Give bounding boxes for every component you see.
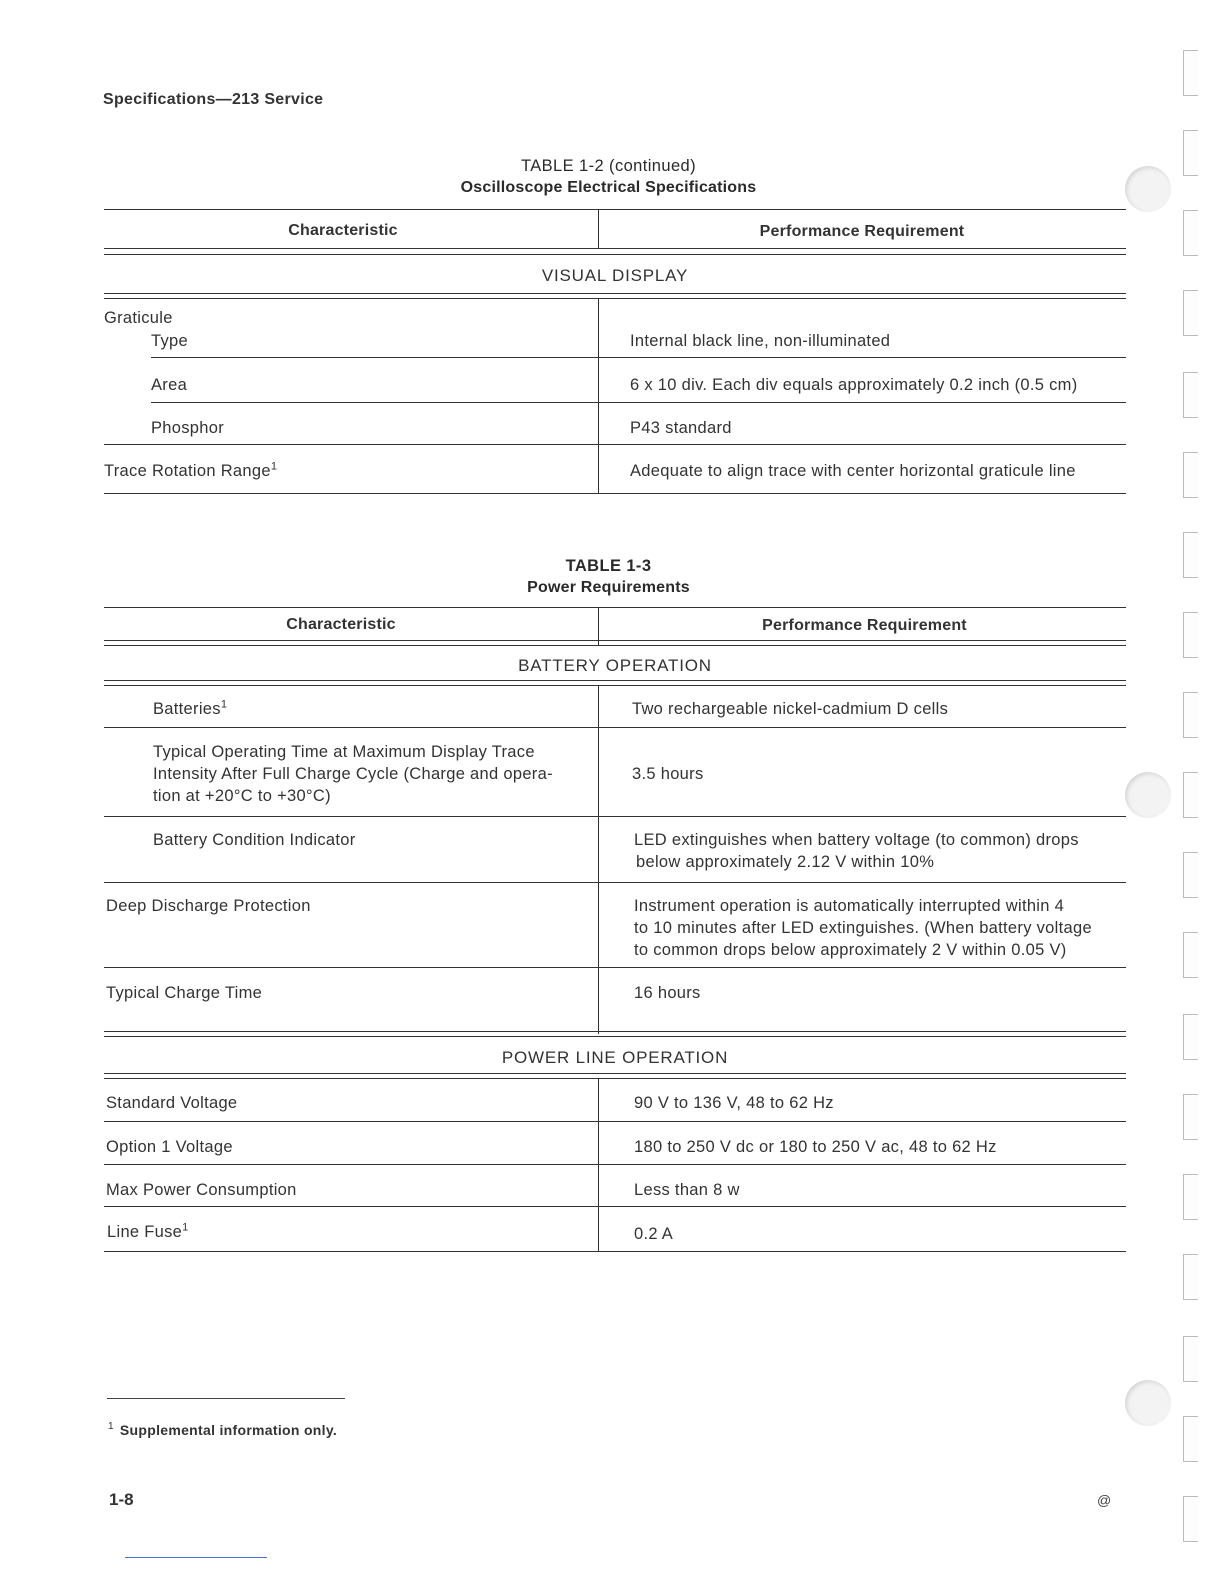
row-battery-indicator-label: Battery Condition Indicator: [153, 831, 356, 849]
table-rule: [104, 607, 1126, 608]
row-type-value: Internal black line, non-illuminated: [630, 332, 891, 350]
table-rule: [104, 967, 1126, 968]
table-rule: [104, 293, 1126, 294]
column-divider: [598, 1078, 599, 1252]
table-rule: [104, 727, 1126, 728]
table-rule: [104, 444, 1126, 445]
table-rule: [104, 254, 1126, 255]
row-trace-rotation-label: Trace Rotation Range$^1$: [104, 460, 278, 480]
table-rule: [104, 816, 1126, 817]
footnote-rule: [107, 1398, 345, 1399]
binder-tab: [1183, 130, 1198, 176]
row-charge-time-label: Typical Charge Time: [106, 984, 263, 1002]
footnote: $^1$ Supplemental information only.: [108, 1421, 338, 1438]
row-type-label: Type: [151, 332, 188, 350]
table-rule: [104, 1206, 1126, 1207]
punch-hole: [1125, 772, 1171, 818]
section-visual-display: VISUAL DISPLAY: [541, 266, 689, 285]
table-rule: [104, 1121, 1126, 1122]
section-battery-operation: BATTERY OPERATION: [518, 656, 712, 675]
row-option1-voltage-value: 180 to 250 V dc or 180 to 250 V ac, 48 to 62 Hz: [634, 1138, 997, 1156]
binder-tab: [1183, 1174, 1198, 1220]
table-rule: [104, 209, 1126, 210]
binder-tab: [1183, 532, 1198, 578]
footnote-ref: 1: [270, 460, 278, 473]
column-header-characteristic: Characteristic: [288, 222, 398, 239]
table-rule: [104, 298, 1126, 299]
corner-mark: @: [1097, 1492, 1112, 1508]
row-graticule-label: Graticule: [104, 309, 173, 327]
table-rule: [104, 1078, 1126, 1079]
table-rule: [104, 1164, 1126, 1165]
table-1-2-caption: TABLE 1-2 (continued): [520, 157, 696, 175]
running-header: Specifications—213 Service: [103, 91, 324, 108]
column-divider: [598, 298, 599, 494]
row-max-power-label: Max Power Consumption: [106, 1181, 297, 1199]
column-header-performance: Performance Requirement: [762, 617, 967, 634]
row-line-fuse-label: Line Fuse$^1$: [107, 1221, 189, 1241]
row-trace-rotation-value: Adequate to align trace with center horizontal graticule line: [630, 462, 1076, 480]
row-standard-voltage-label: Standard Voltage: [106, 1094, 238, 1112]
row-phosphor-label: Phosphor: [151, 419, 225, 437]
footnote-marker: 1: [108, 1421, 114, 1433]
row-operating-time-label: Typical Operating Time at Maximum Display Trace Intensity After Full Charge Cycle (Charge and opera- tion at +20°C to +30°C): [153, 743, 553, 805]
table-rule: [104, 1251, 1126, 1252]
row-option1-voltage-label: Option 1 Voltage: [106, 1138, 233, 1156]
column-divider: [598, 685, 599, 1034]
scan-artifact-line: [125, 1557, 267, 1558]
table-rule: [104, 1073, 1126, 1074]
binder-tab: [1183, 1336, 1198, 1382]
table-rule: [104, 1036, 1126, 1037]
binder-tab: [1183, 210, 1198, 256]
table-rule: [151, 402, 1126, 403]
footnote-ref: 1: [182, 1221, 189, 1234]
row-line-fuse-value: 0.2 A: [634, 1225, 674, 1243]
row-deep-discharge-label: Deep Discharge Protection: [106, 897, 311, 915]
table-rule: [104, 645, 1126, 646]
table-1-3-subcaption: Power Requirements: [527, 579, 690, 596]
table-rule: [104, 1031, 1126, 1032]
row-max-power-value: Less than 8 w: [634, 1181, 740, 1199]
punch-hole: [1125, 1380, 1171, 1426]
table-1-2: [104, 209, 1126, 499]
row-batteries-value: Two rechargeable nickel-cadmium D cells: [632, 700, 949, 718]
table-rule: [104, 493, 1126, 494]
table-1-3: [104, 607, 1126, 1257]
binder-tab: [1183, 932, 1198, 978]
binder-tab: [1183, 452, 1198, 498]
binder-tab: [1183, 290, 1198, 336]
binder-tab: [1183, 612, 1198, 658]
binder-tab: [1183, 1416, 1198, 1462]
row-standard-voltage-value: 90 V to 136 V, 48 to 62 Hz: [634, 1094, 834, 1112]
row-area-value: 6 x 10 div. Each div equals approximately 0.2 inch (0.5 cm): [630, 376, 1078, 394]
punch-hole: [1125, 166, 1171, 212]
row-phosphor-value: P43 standard: [630, 419, 732, 437]
table-rule: [104, 882, 1126, 883]
table-rule: [104, 248, 1126, 249]
footnote-ref: 1: [220, 698, 228, 711]
binder-tab: [1183, 50, 1198, 96]
section-power-line-operation: POWER LINE OPERATION: [501, 1048, 729, 1067]
row-area-label: Area: [151, 376, 188, 394]
table-1-2-subcaption: Oscilloscope Electrical Specifications: [460, 179, 757, 196]
page-number: 1-8: [109, 1490, 134, 1509]
binder-tab: [1183, 852, 1198, 898]
table-rule: [151, 357, 1126, 358]
column-header-performance: Performance Requirement: [759, 223, 965, 240]
binder-tab: [1183, 1014, 1198, 1060]
column-header-characteristic: Characteristic: [286, 616, 396, 633]
binder-tab: [1183, 372, 1198, 418]
row-battery-indicator-value: LED extinguishes when battery voltage (to common) drops below approximately 2.12 V within 10%: [634, 831, 1079, 871]
row-batteries-label: Batteries$^1$: [153, 698, 228, 718]
binder-tab: [1183, 772, 1198, 818]
table-rule: [104, 685, 1126, 686]
row-charge-time-value: 16 hours: [634, 984, 701, 1002]
row-deep-discharge-value: Instrument operation is automatically interrupted within 4 to 10 minutes after LED extinguishes. (When battery voltage to common drops below approximately 2 V within 0.05 V): [634, 897, 1092, 959]
binder-tab: [1183, 1094, 1198, 1140]
row-operating-time-value: 3.5 hours: [632, 765, 704, 783]
table-rule: [104, 640, 1126, 641]
binder-tab: [1183, 1496, 1198, 1542]
table-rule: [104, 680, 1126, 681]
binder-tab: [1183, 1254, 1198, 1300]
binder-tab: [1183, 692, 1198, 738]
table-1-3-caption: TABLE 1-3: [565, 557, 652, 575]
